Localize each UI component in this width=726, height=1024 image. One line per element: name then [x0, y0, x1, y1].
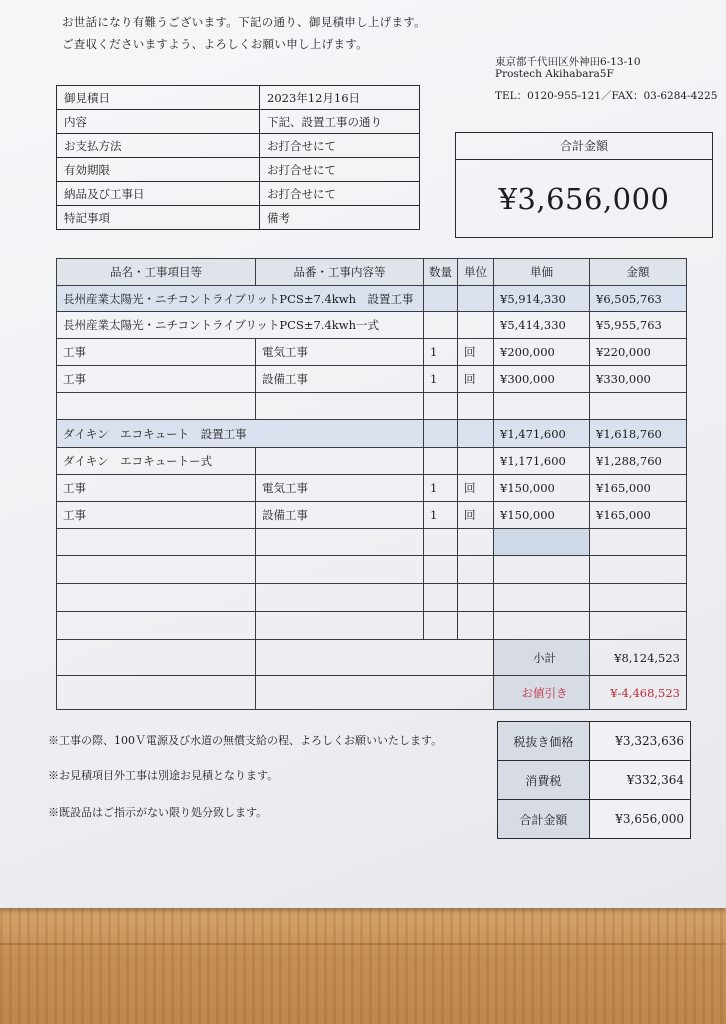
item-qty [424, 448, 458, 475]
total-amount-value: ¥3,656,000 [498, 182, 670, 216]
table-row [57, 584, 687, 612]
item-amount: ¥165,000 [590, 475, 687, 502]
table-row [57, 286, 687, 312]
header-quantity: 数量 [424, 259, 458, 286]
item-unit-price: ¥5,414,330 [494, 312, 590, 339]
wooden-table-surface [0, 905, 726, 1024]
item-unit-price [494, 529, 590, 556]
item-unit [458, 556, 494, 584]
item-name [57, 584, 256, 612]
info-value: お打合せにて [260, 158, 420, 182]
item-name: 長州産業太陽光・ニチコントライブリットPCS±7.4kwh一式 [57, 312, 424, 339]
table-row [57, 612, 687, 640]
company-address: 東京都千代田区外神田6-13-10 [495, 56, 641, 68]
info-label: 内容 [57, 110, 260, 134]
item-qty [424, 529, 458, 556]
discount-row [57, 676, 687, 710]
estimate-info-table [56, 85, 420, 230]
item-amount: ¥6,505,763 [590, 286, 687, 312]
item-name: ダイキン エコキュート 設置工事 [57, 420, 424, 448]
subtotal-value: ¥8,124,523 [590, 640, 687, 676]
greeting-line-2: ご査収くださいますよう、よろしくお願い申し上げます。 [62, 37, 368, 51]
item-qty [424, 312, 458, 339]
note-disposal: ※既設品はご指示がない限り処分致します。 [48, 806, 268, 819]
header-item-name: 品名・工事項目等 [57, 259, 256, 286]
item-amount: ¥1,288,760 [590, 448, 687, 475]
item-name: 工事 [57, 502, 256, 529]
item-unit [458, 529, 494, 556]
summary-value: ¥3,323,636 [589, 722, 690, 761]
line-items-table [56, 258, 687, 710]
item-amount: ¥220,000 [590, 339, 687, 366]
item-amount: ¥165,000 [590, 502, 687, 529]
table-row [57, 502, 687, 529]
table-row [57, 312, 687, 339]
item-spec [256, 448, 424, 475]
item-unit-price [494, 556, 590, 584]
info-row [57, 158, 420, 182]
item-name [57, 556, 256, 584]
item-unit: 回 [458, 502, 494, 529]
item-amount: ¥330,000 [590, 366, 687, 393]
total-amount-box [455, 132, 713, 238]
summary-table [497, 721, 691, 839]
header-amount: 金額 [590, 259, 687, 286]
item-qty: 1 [424, 502, 458, 529]
item-unit: 回 [458, 366, 494, 393]
item-name [57, 612, 256, 640]
info-label: 有効期限 [57, 158, 260, 182]
item-amount: ¥5,955,763 [590, 312, 687, 339]
item-spec: 設備工事 [256, 366, 424, 393]
item-qty [424, 612, 458, 640]
info-row [57, 110, 420, 134]
table-header-row [57, 259, 687, 286]
info-label: 納品及び工事日 [57, 182, 260, 206]
summary-value: ¥332,364 [589, 761, 690, 800]
subtotal-label: 小計 [494, 640, 590, 676]
item-qty [424, 556, 458, 584]
item-unit: 回 [458, 475, 494, 502]
total-amount-label: 合計金額 [456, 133, 712, 160]
item-name: 工事 [57, 475, 256, 502]
subtotal-row [57, 640, 687, 676]
info-row [57, 206, 420, 230]
table-row [57, 448, 687, 475]
company-tel-fax: TEL：0120-955-121／FAX：03-6284-4225 [495, 90, 718, 102]
item-unit-price: ¥1,171,600 [494, 448, 590, 475]
summary-label: 税抜き価格 [498, 722, 590, 761]
item-unit-price: ¥300,000 [494, 366, 590, 393]
item-spec [256, 556, 424, 584]
item-qty: 1 [424, 339, 458, 366]
item-unit-price: ¥150,000 [494, 475, 590, 502]
item-name [57, 529, 256, 556]
item-spec [256, 529, 424, 556]
blank-cell [256, 676, 494, 710]
summary-value: ¥3,656,000 [589, 800, 690, 839]
item-name: 工事 [57, 339, 256, 366]
note-extra-work: ※お見積項目外工事は別途お見積となります。 [48, 769, 279, 782]
item-unit [458, 612, 494, 640]
greeting-line-1: お世話になり有難うございます。下記の通り、御見積申し上げます。 [62, 15, 426, 29]
info-value: 備考 [260, 206, 420, 230]
item-unit [458, 393, 494, 420]
item-unit-price: ¥5,914,330 [494, 286, 590, 312]
discount-label: お値引き [494, 676, 590, 710]
item-qty [424, 393, 458, 420]
item-unit [458, 420, 494, 448]
item-amount [590, 529, 687, 556]
table-row [57, 529, 687, 556]
item-qty: 1 [424, 475, 458, 502]
item-unit-price [494, 584, 590, 612]
info-row [57, 134, 420, 158]
item-qty: 1 [424, 366, 458, 393]
item-unit-price [494, 612, 590, 640]
item-spec: 電気工事 [256, 475, 424, 502]
item-unit-price [494, 393, 590, 420]
item-unit-price: ¥1,471,600 [494, 420, 590, 448]
item-unit [458, 312, 494, 339]
item-name [57, 393, 256, 420]
item-unit [458, 584, 494, 612]
item-qty [424, 584, 458, 612]
item-name: 長州産業太陽光・ニチコントライブリットPCS±7.4kwh 設置工事 [57, 286, 424, 312]
summary-row [498, 761, 691, 800]
info-label: 御見積日 [57, 86, 260, 110]
item-spec: 電気工事 [256, 339, 424, 366]
item-unit-price: ¥200,000 [494, 339, 590, 366]
summary-row [498, 722, 691, 761]
item-unit-price: ¥150,000 [494, 502, 590, 529]
company-building: Prostech Akihabara5F [495, 68, 614, 80]
info-label: お支払方法 [57, 134, 260, 158]
item-name: ダイキン エコキュートー式 [57, 448, 256, 475]
item-name: 工事 [57, 366, 256, 393]
item-unit: 回 [458, 339, 494, 366]
summary-label: 消費税 [498, 761, 590, 800]
summary-row [498, 800, 691, 839]
table-row [57, 366, 687, 393]
info-row [57, 182, 420, 206]
table-row [57, 420, 687, 448]
item-spec: 設備工事 [256, 502, 424, 529]
header-item-spec: 品番・工事内容等 [256, 259, 424, 286]
item-spec [256, 393, 424, 420]
item-amount: ¥1,618,760 [590, 420, 687, 448]
info-label: 特記事項 [57, 206, 260, 230]
item-unit [458, 448, 494, 475]
discount-value: ¥-4,468,523 [590, 676, 687, 710]
blank-cell [57, 640, 256, 676]
info-value: 下記、設置工事の通り [260, 110, 420, 134]
info-value: お打合せにて [260, 182, 420, 206]
info-value: 2023年12月16日 [260, 86, 420, 110]
item-amount [590, 556, 687, 584]
blank-cell [57, 676, 256, 710]
item-amount [590, 393, 687, 420]
item-qty [424, 420, 458, 448]
info-value: お打合せにて [260, 134, 420, 158]
blank-cell [256, 640, 494, 676]
header-unit-price: 単価 [494, 259, 590, 286]
info-row [57, 86, 420, 110]
table-row [57, 393, 687, 420]
note-power-water: ※工事の際、100Ｖ電源及び水道の無償支給の程、よろしくお願いいたします。 [48, 734, 443, 747]
item-amount [590, 612, 687, 640]
table-row [57, 556, 687, 584]
table-row [57, 475, 687, 502]
item-spec [256, 584, 424, 612]
item-qty [424, 286, 458, 312]
table-row [57, 339, 687, 366]
item-spec [256, 612, 424, 640]
header-unit: 単位 [458, 259, 494, 286]
item-unit [458, 286, 494, 312]
summary-label: 合計金額 [498, 800, 590, 839]
item-amount [590, 584, 687, 612]
